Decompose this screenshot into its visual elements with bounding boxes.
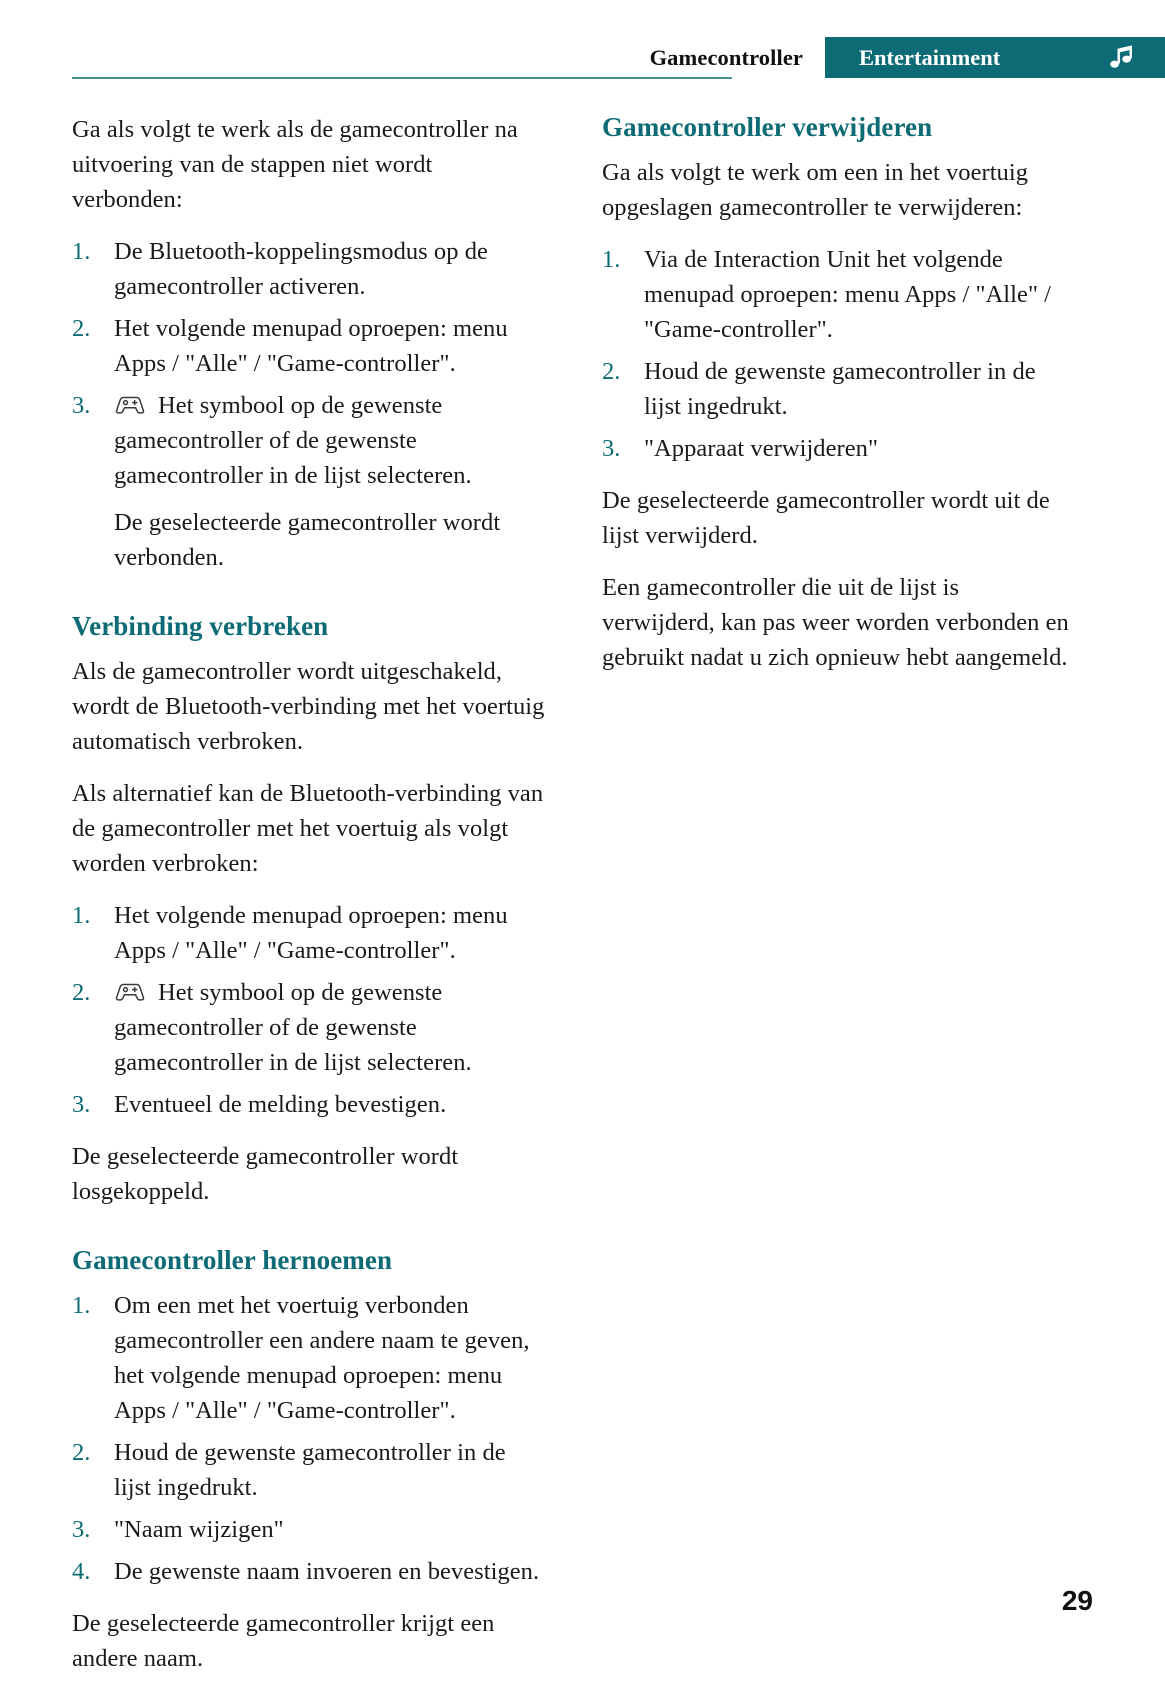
step-text: De gewenste naam invoeren en bevestigen. bbox=[114, 1558, 540, 1586]
list-item bbox=[72, 975, 548, 1080]
step-number: 3. bbox=[602, 435, 621, 463]
step-text: Houd de gewenste gamecontroller in de lijst ingedrukt. bbox=[644, 358, 1036, 421]
heading-disconnect: Verbinding verbreken bbox=[72, 611, 329, 641]
list-item bbox=[72, 234, 548, 304]
left-column bbox=[72, 112, 548, 1693]
page-content bbox=[72, 112, 1093, 1693]
step-number: 2. bbox=[602, 358, 621, 386]
step-text: Eventueel de melding bevestigen. bbox=[114, 1091, 447, 1119]
step-number: 1. bbox=[602, 246, 621, 274]
header-chapter-title: Gamecontroller bbox=[649, 44, 803, 70]
heading-rename: Gamecontroller hernoemen bbox=[72, 1245, 393, 1276]
gamepad-icon bbox=[114, 391, 146, 413]
list-item bbox=[72, 1288, 548, 1428]
list-item bbox=[72, 311, 548, 381]
step-number: 1. bbox=[72, 902, 91, 930]
step-text: Het symbool op de gewenste gamecontroller of de gewenste gamecontroller in de lijst selecteren. bbox=[114, 979, 472, 1077]
intro-steps-list bbox=[72, 234, 548, 575]
list-item bbox=[72, 1512, 548, 1547]
rename-steps-list bbox=[72, 1288, 548, 1589]
step-number: 1. bbox=[72, 238, 91, 265]
page-header bbox=[0, 0, 1165, 78]
list-item bbox=[72, 1554, 548, 1589]
rename-result-text: De geselecteerde gamecontroller krijgt een andere naam. bbox=[72, 1610, 495, 1673]
disconnect-paragraph-2: Als alternatief kan de Bluetooth-verbinding van de gamecontroller met het voertuig als volgt worden verbroken: bbox=[72, 780, 544, 878]
step-result-text: De geselecteerde gamecontroller wordt verbonden. bbox=[114, 509, 501, 571]
music-note-icon bbox=[1105, 41, 1139, 75]
disconnect-steps-list bbox=[72, 898, 548, 1122]
intro-paragraph: Ga als volgt te werk als de gamecontroller na uitvoering van de stappen niet wordt verbonden: bbox=[72, 116, 518, 213]
step-text: "Apparaat verwijderen" bbox=[644, 435, 879, 463]
header-section-tab bbox=[825, 37, 1165, 78]
header-divider-rule bbox=[72, 77, 732, 79]
step-text: Het symbool op de gewenste gamecontroller of de gewenste gamecontroller in de lijst selecteren. bbox=[114, 392, 472, 489]
list-item bbox=[602, 431, 1078, 466]
step-number: 1. bbox=[72, 1292, 91, 1320]
step-number: 4. bbox=[72, 1558, 91, 1586]
step-number: 3. bbox=[72, 1091, 91, 1119]
list-item bbox=[72, 388, 548, 575]
step-text-with-icon bbox=[114, 388, 548, 575]
step-text: Het volgende menupad oproepen: menu Apps / "Alle" / "Game-controller". bbox=[114, 315, 508, 377]
list-item bbox=[72, 1087, 548, 1122]
step-number: 3. bbox=[72, 392, 91, 419]
step-text: De Bluetooth-koppelingsmodus op de gamecontroller activeren. bbox=[114, 238, 488, 300]
step-number: 2. bbox=[72, 979, 91, 1007]
step-number: 3. bbox=[72, 1516, 91, 1544]
step-text: "Naam wijzigen" bbox=[114, 1516, 284, 1544]
list-item bbox=[72, 898, 548, 968]
step-text-with-icon bbox=[114, 975, 548, 1080]
header-bar bbox=[0, 37, 1165, 78]
page-number: 29 bbox=[1061, 1585, 1093, 1616]
remove-steps-list bbox=[602, 242, 1078, 466]
disconnect-result-text: De geselecteerde gamecontroller wordt losgekoppeld. bbox=[72, 1143, 459, 1206]
step-text: Om een met het voertuig verbonden gamecontroller een andere naam te geven, het volgende menupad oproepen: menu Apps / "Alle" / "Game-controller". bbox=[114, 1292, 530, 1425]
step-number: 2. bbox=[72, 315, 91, 342]
remove-result-text: De geselecteerde gamecontroller wordt uit de lijst verwijderd. bbox=[602, 487, 1050, 550]
list-item bbox=[602, 354, 1078, 424]
remove-note-text: Een gamecontroller die uit de lijst is verwijderd, kan pas weer worden verbonden en gebruikt nadat u zich opnieuw hebt aangemeld. bbox=[602, 574, 1069, 672]
step-text: Houd de gewenste gamecontroller in de lijst ingedrukt. bbox=[114, 1439, 506, 1502]
heading-remove: Gamecontroller verwijderen bbox=[602, 112, 933, 142]
step-text: Het volgende menupad oproepen: menu Apps / "Alle" / "Game-controller". bbox=[114, 902, 508, 965]
list-item bbox=[72, 1435, 548, 1505]
disconnect-paragraph-1: Als de gamecontroller wordt uitgeschakeld, wordt de Bluetooth-verbinding met het voertuig automatisch verbroken. bbox=[72, 658, 545, 756]
right-column bbox=[602, 112, 1078, 1693]
list-item bbox=[602, 242, 1078, 347]
header-section-label: Entertainment bbox=[859, 44, 1001, 70]
step-number: 2. bbox=[72, 1439, 91, 1467]
remove-intro-paragraph: Ga als volgt te werk om een in het voertuig opgeslagen gamecontroller te verwijderen: bbox=[602, 159, 1029, 222]
gamepad-icon bbox=[114, 978, 146, 1000]
step-text: Via de Interaction Unit het volgende menupad oproepen: menu Apps / "Alle" / "Game-controller". bbox=[644, 246, 1052, 344]
